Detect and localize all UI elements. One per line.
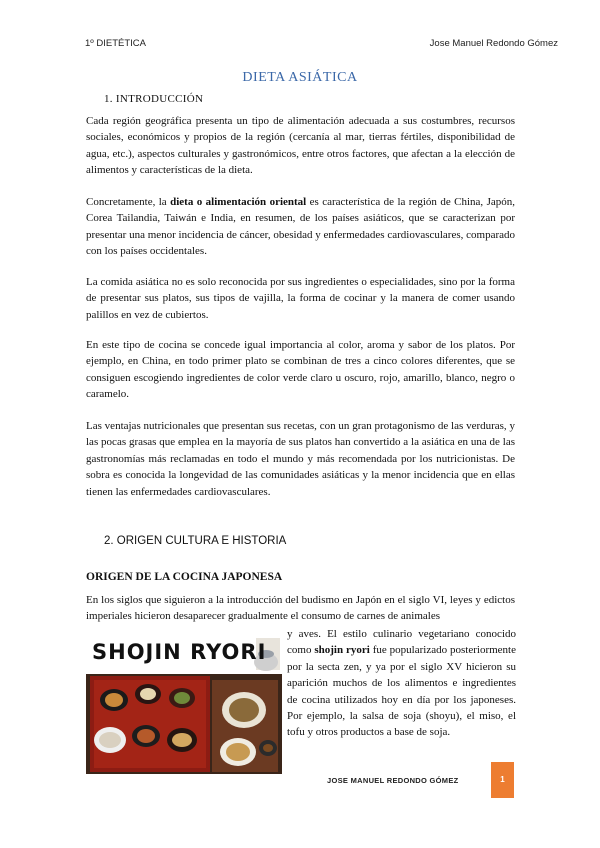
paragraph-7-text: y aves. El estilo culinario vegetariano conocido como [287, 628, 516, 657]
paragraph-3: La comida asiática no es solo reconocida por sus ingredientes o especialidades, sino por la forma de presentar sus platos, sus tipos de vajilla, la forma de cocinar y la manera de comer usando palillos en vez de cubiertos. [86, 276, 515, 321]
footer-author: JOSE MANUEL REDONDO GÓMEZ [327, 776, 459, 785]
page-number-badge: 1 [491, 762, 514, 798]
paragraph-7-bold: shojin ryori [314, 644, 370, 657]
shojin-ryori-image [86, 636, 282, 774]
paragraph-2-bold: dieta o alimentación oriental [170, 196, 307, 208]
paragraph-1: Cada región geográfica presenta un tipo de alimentación adecuada a sus costumbres, recursos sociales, económicos y propios de la región (cercanía al mar, tierras fértiles, disponibilidad de agua, etc.), aspectos culturales y gastronómicos, entre otros factores, que afectan a la elección de alimentos y características de la dieta. [86, 115, 515, 177]
paragraph-4: En este tipo de cocina se concede igual importancia al color, aroma y sabor de los platos. Por ejemplo, en China, en todo primer plato se combinan de tres a cinco colores diferentes, que se consiguen escogiendo ingredientes de color verde claro u oscuro, rojo, amarillo, blanco, negro o caramelo. [86, 339, 515, 401]
document-title: DIETA ASIÁTICA [242, 70, 358, 85]
subheading-cocina-japonesa: ORIGEN DE LA COCINA JAPONESA [86, 571, 283, 583]
section-heading-introduccion: 1. INTRODUCCIÓN [104, 93, 204, 105]
image-caption: SHOJIN RYORI [92, 640, 267, 664]
header-left: 1º DIETÉTICA [85, 38, 147, 49]
paragraph-2-text-rest: es característica de la región de China, Japón, Corea Tailandia, Taiwán e India, en resumen, de los países asiáticos, que se caracterizan por presentar una menor incidencia de cáncer, obesidad y enfermedades cardiovasculares, comparado con los países occidentales. [86, 196, 515, 258]
paragraph-6: En los siglos que siguieron a la introducción del budismo en Japón en el siglo VI, leyes y edictos imperiales hicieron desaparecer gradualmente el consumo de carnes de animales [86, 594, 515, 623]
paragraph-7 [287, 626, 516, 741]
paragraph-2 [86, 194, 515, 260]
header-right: Jose Manuel Redondo Gómez [429, 38, 558, 49]
section-heading-origen: 2. ORIGEN CULTURA E HISTORIA [104, 535, 287, 547]
paragraph-2-text: Concretamente, la [86, 196, 171, 208]
paragraph-5: Las ventajas nutricionales que presentan sus recetas, con un gran protagonismo de las verduras, y las pocas grasas que emplea en la mayoría de sus platos han convertido a la asiática en una de las gastronomías más reclamadas en todo el mundo y más recomendada por los nutricionistas. De sobra es conocida la longevidad de las comunidades asiáticas y la menor incidencia que en ellas tienen las enfermedades cardiovasculares. [86, 420, 515, 498]
paragraph-7-text-rest: fue popularizado posteriormente por la secta zen, y ya por el siglo XV hicieron su aparición muchos de los alimentos e ingredientes de cocina utilizados hoy en día por los japoneses. Por ejemplo, la salsa de soja (shoyu), el miso, el tofu y otros productos a base de soja. [287, 644, 516, 739]
